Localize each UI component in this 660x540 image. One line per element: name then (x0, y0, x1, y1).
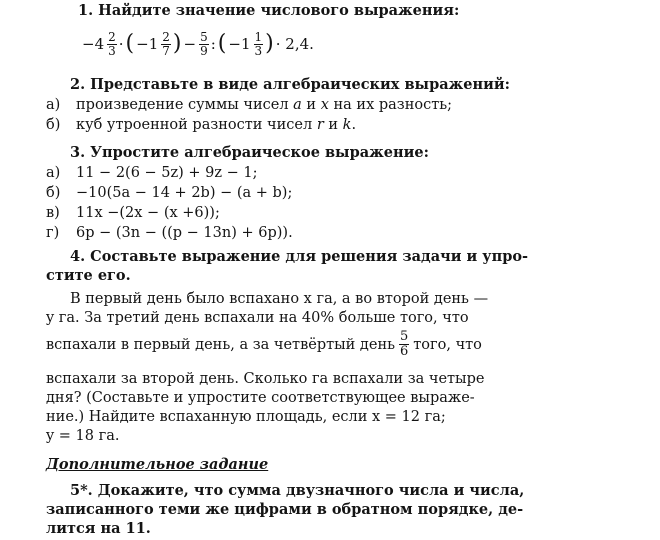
expr-term-b-fraction: $\frac{2}{7}$ (162, 29, 170, 58)
task4-line5: дня? (Составьте и упростите соответствующее выраже- (46, 390, 475, 406)
task4-line6: ние.) Найдите вспаханную площадь, если x = 12 га; (46, 409, 446, 425)
task2-item-a: а) произведение суммы чисел a и x на их разность; (46, 97, 453, 113)
task1-title: 1. Найдите значение числового выражения: (78, 2, 460, 19)
expr-minus: − (183, 35, 197, 53)
task4-line7: y = 18 га. (46, 428, 120, 444)
task3-item-b: б) −10(5a − 14 + 2b) − (a + b); (46, 185, 293, 201)
task5-line3: лится на 11. (46, 520, 151, 537)
task1-expression (82, 24, 316, 64)
task3-item-d: г) 6p − (3n − ((p − 13n) + 6p)). (46, 225, 293, 241)
task4-line3: вспахали в первый день, а за четвёртый день 5 6 того, что (46, 329, 482, 359)
expr-paren-close: ) (172, 31, 182, 56)
fraction-five-sixths: 5 6 (400, 329, 409, 359)
task4-line1: В первый день было вспахано x га, а во второй день — (70, 291, 489, 307)
expr-term-b-whole: −1 (136, 35, 159, 53)
task2-item-b: б) куб утроенной разности чисел r и k. (46, 117, 357, 133)
task4-title-line1: 4. Составьте выражение для решения задачи и упро- (70, 248, 529, 265)
task4-line4: вспахали за второй день. Сколько га вспахали за четыре (46, 371, 485, 387)
expr-paren-open: ( (125, 31, 135, 56)
expr-paren-open-2: ( (217, 31, 227, 56)
expr-term-a-whole: −4 (82, 35, 105, 53)
extra-task-heading: Дополнительное задание (46, 456, 269, 473)
task3-title: 3. Упростите алгебраическое выражение: (70, 144, 429, 161)
expr-paren-close-2: ) (265, 31, 274, 56)
expr-dot: · (118, 35, 124, 53)
task5-line2: записанного теми же цифрами в обратном порядке, де- (46, 501, 524, 518)
task4-line2: y га. За третий день вспахали на 40% больше того, что (46, 310, 469, 326)
expr-tail: · 2,4. (275, 35, 314, 53)
task4-title-line2: стите его. (46, 267, 131, 284)
expr-colon: : (210, 35, 216, 53)
task3-item-a: а) 11 − 2(6 − 5z) + 9z − 1; (46, 165, 258, 181)
expr-term-c-fraction: $\frac{5}{9}$ (200, 29, 208, 58)
task5-line1: 5*. Докажите, что сумма двузначного числа и числа, (70, 482, 525, 499)
task3-item-c: в) 11x −(2x − (x +6)); (46, 205, 220, 221)
task2-title: 2. Представьте в виде алгебраических выражений: (70, 76, 510, 93)
expr-term-a-fraction: $\frac{2}{3}$ (108, 29, 116, 58)
expr-term-d-fraction: $\frac{1}{3}$ (254, 29, 263, 58)
expr-term-d-whole: −1 (228, 35, 251, 53)
